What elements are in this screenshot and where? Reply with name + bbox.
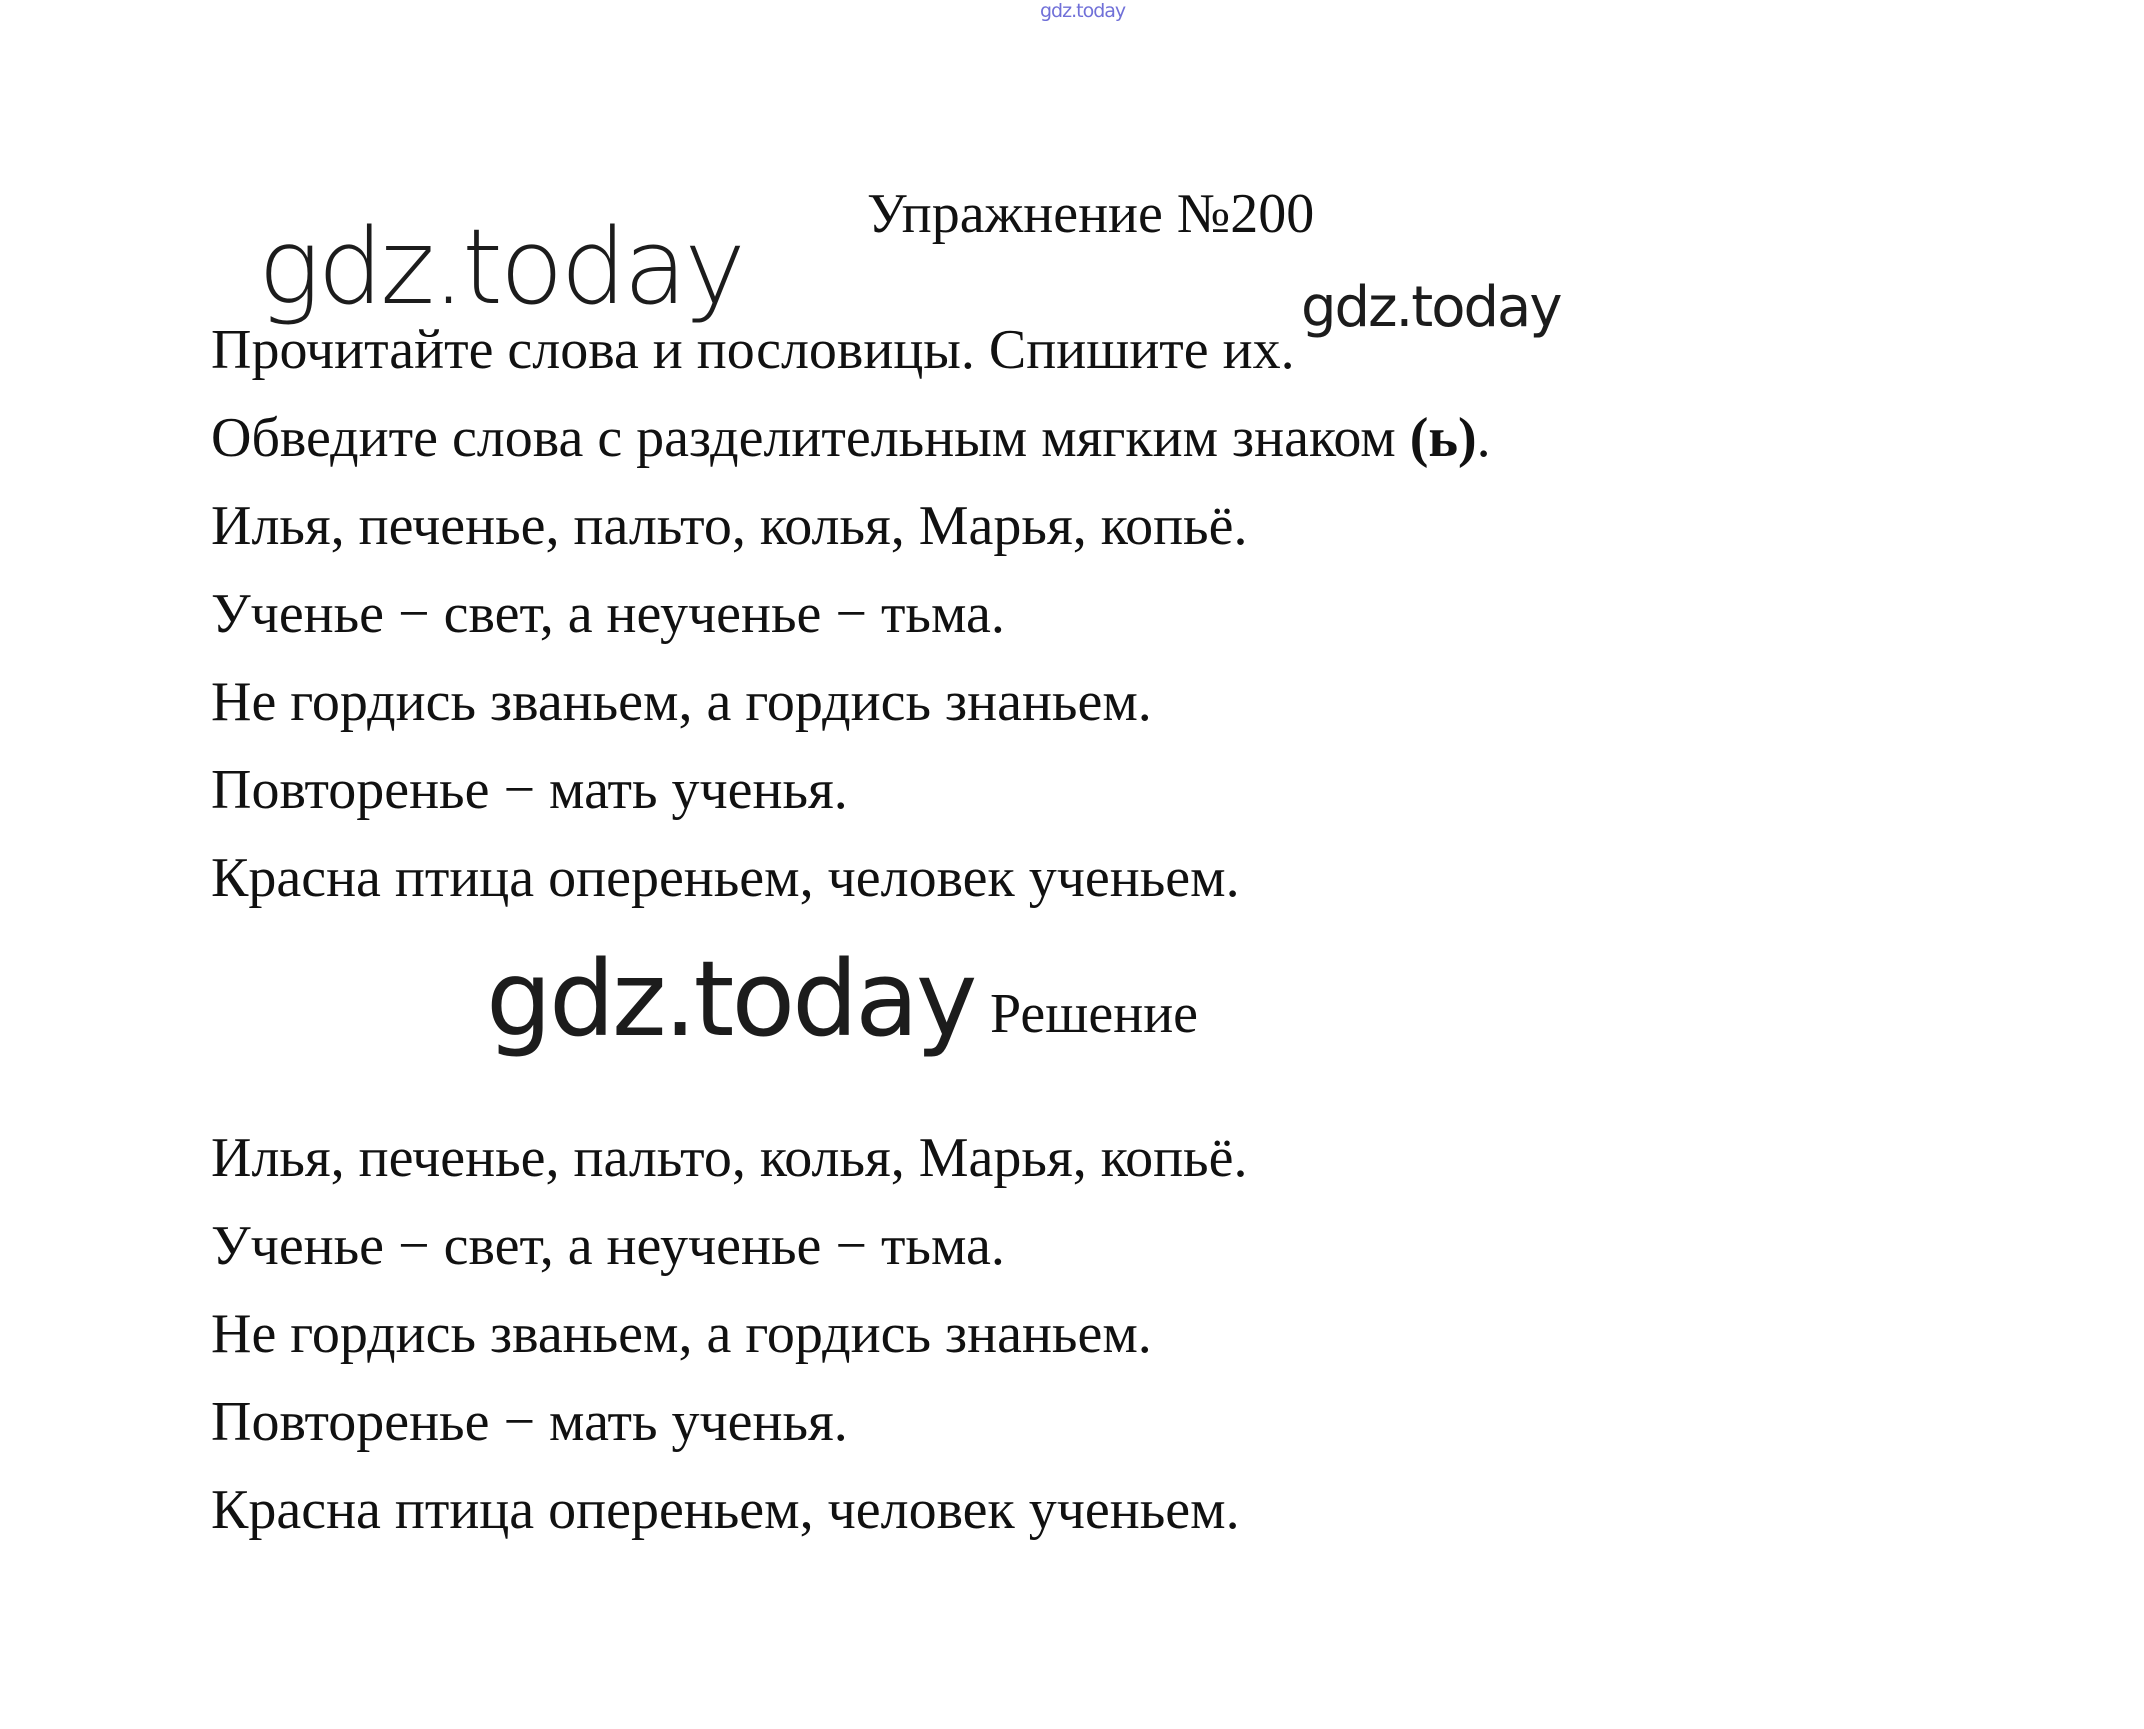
soft-sign-marker: (ь) xyxy=(1409,407,1477,469)
answer-line: Ученье − свет, а неученье − тьма. xyxy=(211,1215,1005,1277)
task-instruction-2-end: . xyxy=(1476,407,1491,469)
task-proverb-3: Повторенье − мать ученья. xyxy=(211,759,848,821)
task-proverb-1: Ученье − свет, а неученье − тьма. xyxy=(211,583,1005,645)
watermark-large-lower: gdz.today xyxy=(486,938,975,1060)
task-proverb-4: Красна птица опереньем, человек ученьем. xyxy=(211,847,1240,909)
answer-line: Красна птица опереньем, человек ученьем. xyxy=(211,1479,1240,1541)
watermark-large-upper: gdz.today xyxy=(258,206,743,328)
answer-line: Илья, печенье, пальто, колья, Марья, копьё. xyxy=(211,1127,1248,1189)
answer-line: Повторенье − мать ученья. xyxy=(211,1391,848,1453)
task-instruction-2 xyxy=(211,394,1491,482)
answer-text xyxy=(211,1114,1247,1554)
task-instruction-1: Прочитайте слова и пословицы. Спишите их. xyxy=(211,319,1295,381)
watermark-medium: gdz.today xyxy=(1301,275,1561,340)
exercise-title: Упражнение №200 xyxy=(867,183,1315,245)
task-proverb-2: Не гордись званьем, а гордись знаньем. xyxy=(211,671,1152,733)
watermark-top: gdz.today xyxy=(1040,0,1126,22)
task-words-line: Илья, печенье, пальто, колья, Марья, копьё. xyxy=(211,495,1248,557)
task-instruction-2-text: Обведите слова с разделительным мягким знаком xyxy=(211,407,1410,469)
answer-line: Не гордись званьем, а гордись знаньем. xyxy=(211,1303,1152,1365)
task-text xyxy=(211,306,1491,922)
solution-title: Решение xyxy=(990,983,1199,1045)
